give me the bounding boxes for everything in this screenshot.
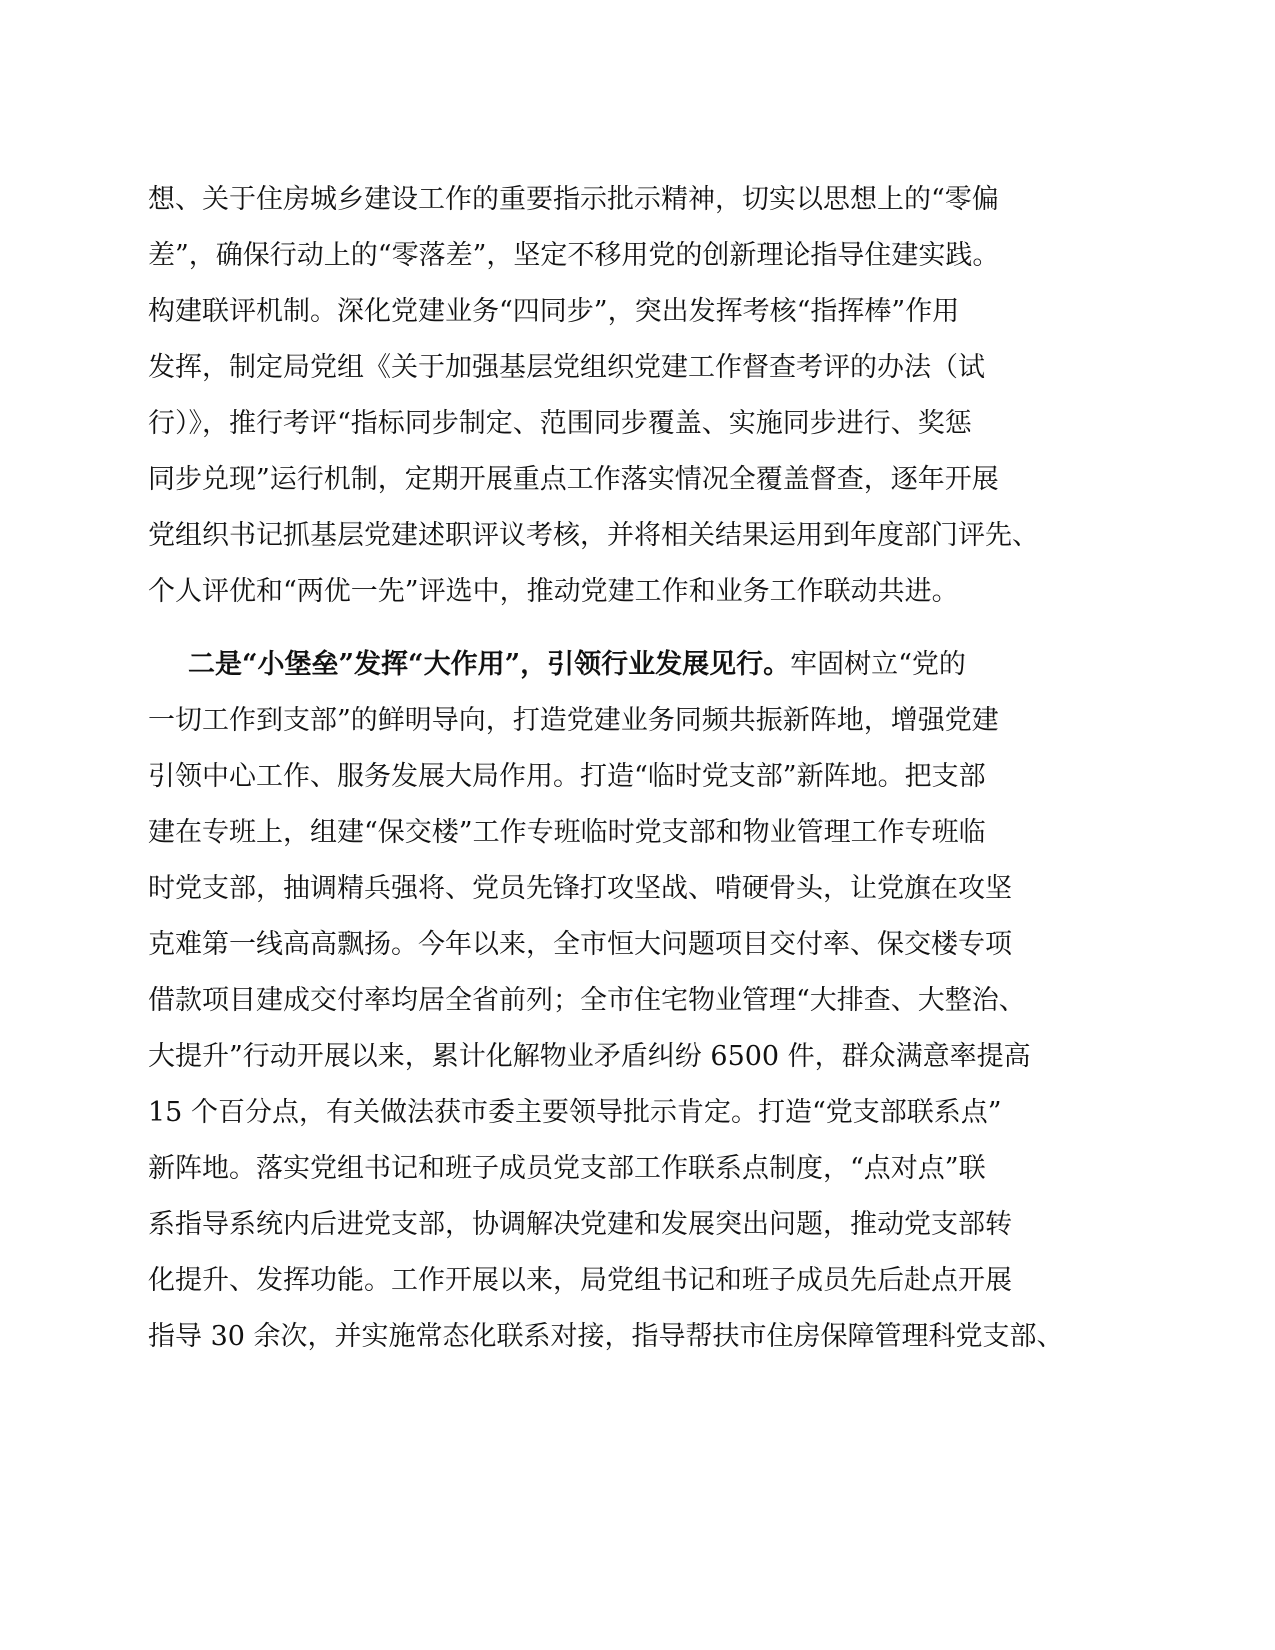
paragraph-line: 想、关于住房城乡建设工作的重要指示批示精神，切实以思想上的“零偏: [148, 184, 999, 215]
paragraph-line: 建在专班上，组建“保交楼”工作专班临时党支部和物业管理工作专班临: [148, 817, 986, 848]
paragraph-line: 差”，确保行动上的“零落差”，坚定不移用党的创新理论指导住建实践。: [148, 240, 1000, 271]
first-line-text: 牢固树立“党的: [790, 649, 966, 680]
paragraph-line: 新阵地。落实党组书记和班子成员党支部工作联系点制度，“点对点”联: [148, 1153, 986, 1184]
paragraph-first-line: [148, 637, 1088, 693]
paragraph-1: [148, 172, 1088, 620]
paragraph-line: 一切工作到支部”的鲜明导向，打造党建业务同频共振新阵地，增强党建: [148, 705, 999, 736]
paragraph-line: 党组织书记抓基层党建述职评议考核，并将相关结果运用到年度部门评先、: [148, 520, 1039, 551]
paragraph-line: 15 个百分点，有关做法获市委主要领导批示肯定。打造“党支部联系点”: [148, 1097, 1002, 1128]
paragraph-line: 时党支部，抽调精兵强将、党员先锋打攻坚战、啃硬骨头，让党旗在攻坚: [148, 873, 1012, 904]
paragraph-line: 借款项目建成交付率均居全省前列；全市住宅物业管理“大排查、大整治、: [148, 985, 1026, 1016]
paragraph-line: 发挥，制定局党组《关于加强基层党组织党建工作督查考评的办法（试: [148, 352, 985, 383]
paragraph-line: 指导 30 余次，并实施常态化联系对接，指导帮扶市住房保障管理科党支部、: [148, 1321, 1064, 1352]
paragraph-line: 引领中心工作、服务发展大局作用。打造“临时党支部”新阵地。把支部: [148, 761, 986, 792]
paragraph-line: 系指导系统内后进党支部，协调解决党建和发展突出问题，推动党支部转: [148, 1209, 1012, 1240]
paragraph-line: 克难第一线高高飘扬。今年以来，全市恒大问题项目交付率、保交楼专项: [148, 929, 1012, 960]
section-heading: 二是“小堡垒”发挥“大作用”，引领行业发展见行。: [188, 649, 791, 680]
paragraph-line: 同步兑现”运行机制，定期开展重点工作落实情况全覆盖督查，逐年开展: [148, 464, 999, 495]
paragraph-line: 化提升、发挥功能。工作开展以来，局党组书记和班子成员先后赴点开展: [148, 1265, 1012, 1296]
paragraph-line: 大提升”行动开展以来，累计化解物业矛盾纠纷 6500 件，群众满意率提高: [148, 1041, 1031, 1072]
paragraph-line: 行）》，推行考评“指标同步制定、范围同步覆盖、实施同步进行、奖惩: [148, 408, 972, 439]
paragraph-line: 个人评优和“两优一先”评选中，推动党建工作和业务工作联动共进。: [148, 576, 959, 607]
paragraph-line: 构建联评机制。深化党建业务“四同步”，突出发挥考核“指挥棒”作用: [148, 296, 960, 327]
paragraph-2: [148, 637, 1088, 1365]
